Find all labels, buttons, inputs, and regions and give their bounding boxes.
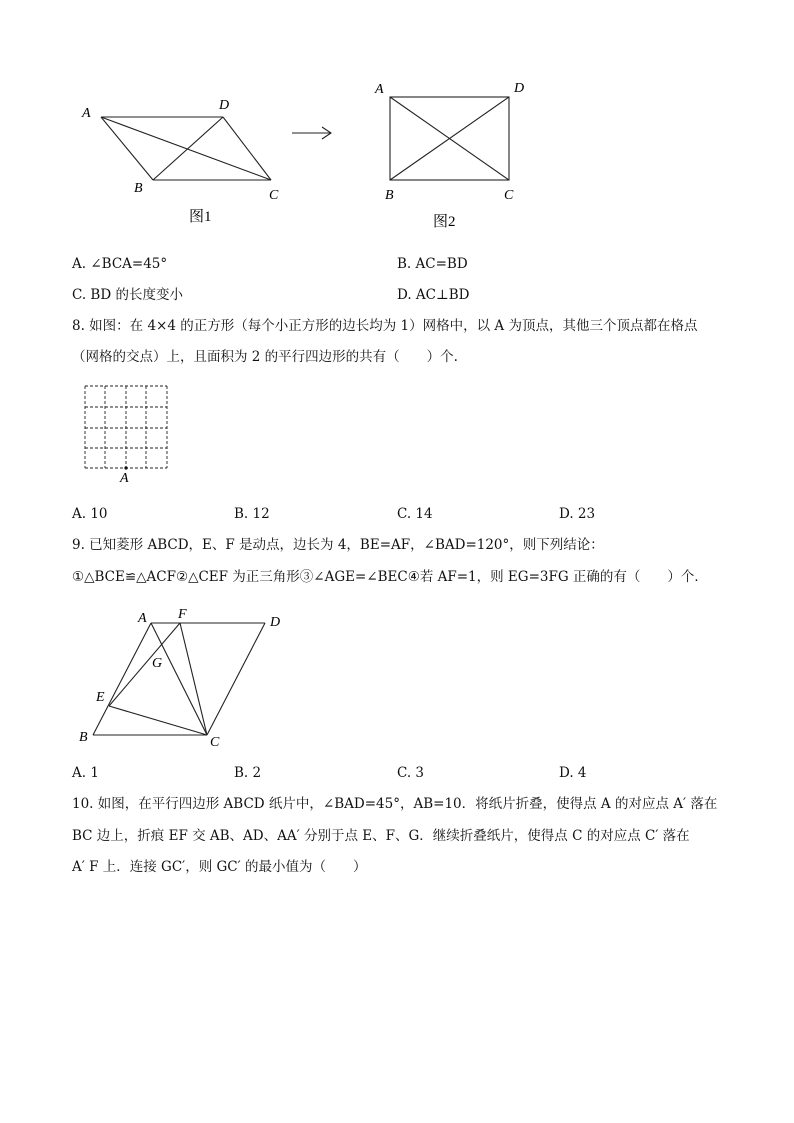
q10-text-line-1: 10. 如图，在平行四边形 ABCD 纸片中，∠BAD=45°，AB=10．将纸片折叠，使得点 A 的对应点 A′ 落在	[72, 796, 718, 812]
q7-option-b: B. AC=BD	[397, 256, 468, 272]
vertex-label-d: D	[270, 615, 281, 630]
q10-text-line-3: A′ F 上．连接 GC′，则 GC′ 的最小值为（ ）	[72, 859, 367, 875]
q9-option-a: A. 1	[72, 765, 99, 781]
vertex-label-b: B	[79, 730, 88, 745]
diagonal-bd	[153, 117, 223, 180]
grid-point-a	[124, 466, 127, 469]
vertex-label-a: A	[138, 611, 147, 626]
q8-grid-figure	[80, 383, 175, 488]
q10-text-line-2: BC 边上，折痕 EF 交 AB、AD、AA′ 分别于点 E、F、G．继续折叠纸片，使得点 C 的对应点 C′ 落在	[72, 828, 690, 844]
q9-rhombus-figure	[70, 600, 300, 760]
q7-figure-2	[365, 75, 535, 235]
q9-option-d: D. 4	[559, 765, 587, 781]
q8-option-b: B. 12	[234, 506, 270, 522]
arrow-icon	[288, 122, 336, 144]
point-label-e: E	[96, 690, 105, 705]
q8-text-line-1: 8. 如图：在 4×4 的正方形（每个小正方形的边长均为 1）网格中，以 A 为顶点，其他三个顶点都在格点	[72, 318, 698, 334]
q9-option-c: C. 3	[397, 765, 425, 781]
figure-caption-1: 图1	[189, 209, 212, 225]
vertex-label-a: A	[375, 82, 384, 97]
q9-option-b: B. 2	[234, 765, 262, 781]
vertex-label-a: A	[82, 106, 91, 121]
q7-option-d: D. AC⊥BD	[397, 287, 470, 303]
segment-ac	[151, 623, 207, 735]
segment-fc	[180, 623, 207, 735]
q7-figure-1	[70, 85, 290, 235]
figure-caption-2: 图2	[433, 214, 456, 230]
grid-label-a: A	[120, 471, 129, 486]
q7-option-c: C. BD 的长度变小	[72, 287, 183, 303]
vertex-label-f: F	[178, 607, 187, 622]
vertex-label-c: C	[269, 188, 279, 203]
vertex-label-d: D	[219, 98, 230, 113]
vertex-label-b: B	[385, 188, 394, 203]
segment-ec	[109, 706, 207, 735]
segment-dc	[207, 623, 265, 735]
segment-ba	[93, 623, 151, 735]
q8-option-a: A. 10	[72, 506, 108, 522]
q9-text-line-2: ①△BCE≌△ACF②△CEF 为正三角形③∠AGE=∠BEC④若 AF=1，则 EG=3FG 正确的有（ ）个．	[72, 569, 708, 585]
vertex-label-b: B	[134, 181, 143, 196]
vertex-label-c: C	[504, 188, 514, 203]
q9-text-line-1: 9. 已知菱形 ABCD，E、F 是动点，边长为 4，BE=AF，∠BAD=120°，则下列结论：	[72, 537, 604, 553]
q8-option-d: D. 23	[559, 506, 596, 522]
q8-text-line-2: （网格的交点）上，且面积为 2 的平行四边形的共有（ ）个.	[72, 349, 458, 365]
point-label-g: G	[152, 656, 163, 671]
q7-option-a: A. ∠BCA=45°	[72, 256, 168, 272]
vertex-label-c: C	[210, 735, 220, 750]
vertex-label-d: D	[514, 81, 525, 96]
q8-option-c: C. 14	[397, 506, 433, 522]
